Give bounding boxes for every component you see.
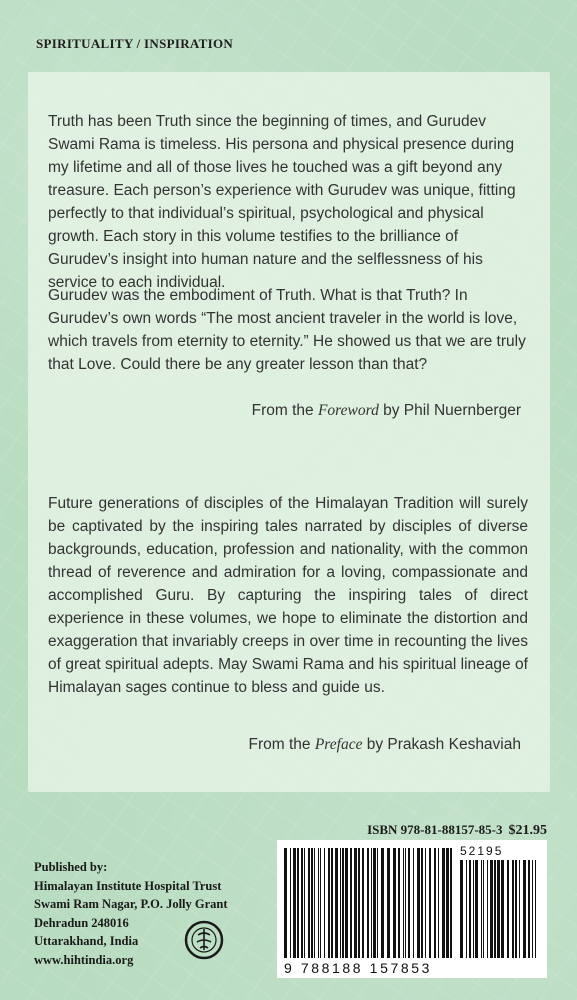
price-text: $21.95: [508, 823, 547, 838]
barcode-bar: [405, 848, 406, 958]
barcode-bar: [481, 860, 482, 958]
isbn-barcode-digits: 9 788188 157853: [284, 960, 432, 976]
barcode-bar: [331, 848, 333, 958]
category-label: SPIRITUALITY / INSPIRATION: [36, 36, 234, 51]
publisher-address-1: Swami Ram Nagar, P.O. Jolly Grant: [34, 897, 228, 911]
barcode-bar: [475, 860, 478, 958]
foreword-paragraph-1: Truth has been Truth since the beginning of times, and Gurudev Swami Rama is timeless. His persona and physical presence during my lifetime and all of those lives he touched was a gift beyond any treasure. Each person’s experience with Gurudev was unique, fitting perfectly to that individual’s spiritual, psychological and physical growth. Each story in this volume testifies to the brilliance of Gurudev’s insight into human nature and the selflessness of his service to each individual.: [48, 113, 516, 291]
barcode-bar: [354, 848, 357, 958]
barcode-bar: [408, 848, 410, 958]
barcode-bar: [403, 848, 404, 958]
barcode-bar: [387, 848, 390, 958]
publisher-address-2: Dehradun 248016: [34, 915, 129, 930]
barcode-bar: [373, 848, 376, 958]
price-addon-barcode: [460, 860, 540, 958]
barcode-bar: [293, 848, 296, 958]
foreword-paragraph-2: Gurudev was the embodiment of Truth. What is that Truth? In Gurudev’s own words “The most ancient traveler in the world is love, which travels from eternity to eternity.” He showed us that we are truly that Love. Could there be any greater lesson than that?: [48, 287, 526, 373]
barcode-bar: [314, 848, 315, 958]
publisher-name: Himalayan Institute Hospital Trust: [34, 878, 222, 893]
barcode-bar: [284, 848, 287, 958]
isbn-text: ISBN 978-81-88157-85-3: [367, 822, 503, 837]
barcode-bar: [442, 848, 445, 958]
barcode-bar: [512, 860, 514, 958]
barcode-bar: [290, 848, 291, 958]
barcode-bar: [398, 848, 400, 958]
barcode-bar: [446, 848, 449, 958]
publisher-heading: Published by:: [34, 860, 108, 874]
barcode-bar: [340, 848, 341, 958]
barcode-bar: [342, 848, 344, 958]
barcode-bar: [438, 848, 439, 958]
barcode-bar: [308, 848, 310, 958]
barcode-bar: [519, 860, 520, 958]
barcode-bar: [301, 848, 303, 958]
barcode-bar: [335, 848, 338, 958]
barcode-bar: [523, 860, 526, 958]
barcode-bar: [371, 848, 372, 958]
barcode-bar: [434, 848, 436, 958]
publisher-address-3: Uttarakhand, India: [34, 934, 139, 948]
barcode-bar: [421, 848, 423, 958]
barcode-bar: [350, 848, 352, 958]
barcode-bar: [393, 848, 396, 958]
barcode-bar: [483, 860, 484, 958]
barcode-bar: [535, 860, 536, 958]
barcode-bar: [324, 848, 325, 958]
barcode-bar: [358, 848, 360, 958]
barcode-bar: [494, 860, 496, 958]
barcode-bar: [304, 848, 305, 958]
barcode-bar: [490, 860, 493, 958]
barcode-bar: [311, 848, 313, 958]
barcode-bar: [528, 860, 530, 958]
barcode-bar: [320, 848, 321, 958]
barcode-bar: [429, 848, 431, 958]
barcode-bar: [487, 860, 488, 958]
institute-logo-icon: [184, 920, 224, 960]
barcode-bar: [425, 848, 426, 958]
barcode-bar: [297, 848, 299, 958]
barcode-bar: [532, 860, 533, 958]
barcode-bar: [345, 848, 348, 958]
barcode-bar: [515, 860, 517, 958]
barcode-bar: [460, 860, 463, 958]
barcode-bar: [466, 860, 467, 958]
barcode-bar: [362, 848, 364, 958]
barcode-bar: [328, 848, 330, 958]
preface-paragraph: Future generations of disciples of the Himalayan Tradition will surely be captivated by the inspiring tales narrated by disciples of diverse backgrounds, education, profession and nationality, with the common thread of reverence and admiration for a loving, compassionate and accomplished Guru. By capturing the inspiring tales of direct experience in these volumes, we hope to eliminate the distortion and exaggeration that invariably creeps in over time in recounting the lives of great spiritual adepts. May Swami Rama and his spiritual lineage of Himalayan sages continue to bless and guide us.: [48, 495, 528, 696]
barcode-bar: [377, 848, 378, 958]
barcode-bar: [381, 848, 384, 958]
barcode-bar: [367, 848, 369, 958]
barcode-bar: [497, 860, 500, 958]
barcode-bar: [413, 848, 414, 958]
isbn-barcode: [284, 848, 454, 958]
barcode-bar: [501, 860, 504, 958]
foreword-attribution: From the Foreword by Phil Nuernberger: [251, 402, 521, 419]
barcode-bar: [318, 848, 319, 958]
publisher-website: www.hihtindia.org: [34, 952, 134, 967]
barcode-bar: [450, 848, 452, 958]
preface-attribution: From the Preface by Prakash Keshaviah: [248, 736, 521, 753]
barcode-bar: [507, 860, 509, 958]
barcode-bar: [473, 860, 474, 958]
barcode-bar: [417, 848, 420, 958]
barcode-bar: [469, 860, 471, 958]
isbn-price-line: [367, 822, 547, 839]
addon-digits: 52195: [460, 844, 504, 858]
